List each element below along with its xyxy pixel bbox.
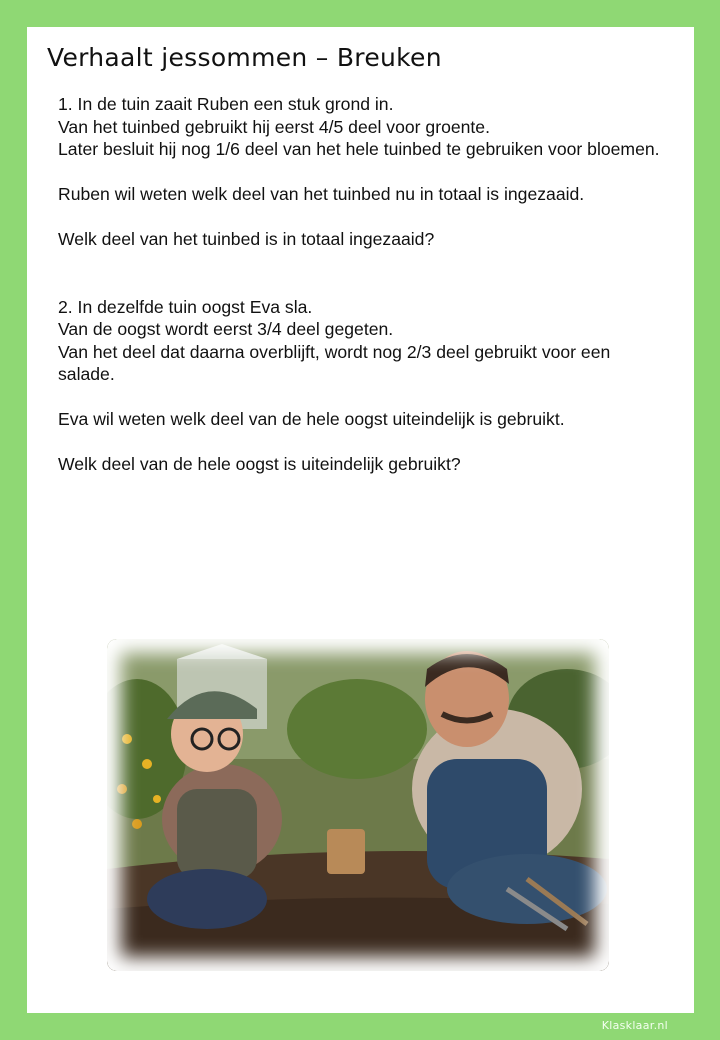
garden-photo: [107, 639, 609, 971]
problem2-question: Welk deel van de hele oogst is uiteindelijk gebruikt?: [58, 454, 461, 474]
problem1-question: Welk deel van het tuinbed is in totaal ingezaaid?: [58, 229, 435, 249]
problem1-line4: Ruben wil weten welk deel van het tuinbed nu in totaal is ingezaaid.: [58, 184, 585, 204]
problem1-line3: Later besluit hij nog 1/6 deel van het hele tuinbed te gebruiken voor bloemen.: [58, 139, 660, 159]
page-title: Verhaalt jessommen – Breuken: [47, 43, 442, 72]
footer-brand: Klasklaar.nl: [601, 1019, 668, 1032]
story-problems: [58, 93, 668, 476]
problem2-line4: Eva wil weten welk deel van de hele oogst uiteindelijk is gebruikt.: [58, 409, 565, 429]
garden-illustration: [107, 639, 609, 971]
problem1-line1: 1. In de tuin zaait Ruben een stuk grond in.: [58, 94, 394, 114]
problem1-line2: Van het tuinbed gebruikt hij eerst 4/5 deel voor groente.: [58, 116, 490, 137]
problem2-line2: Van de oogst wordt eerst 3/4 deel gegeten.: [58, 319, 394, 339]
problem2-line1: 2. In dezelfde tuin oogst Eva sla.: [58, 296, 313, 317]
problem2-line3: Van het deel dat daarna overblijft, wordt nog 2/3 deel gebruikt voor een salade.: [58, 341, 611, 384]
worksheet-page: [27, 27, 694, 1013]
